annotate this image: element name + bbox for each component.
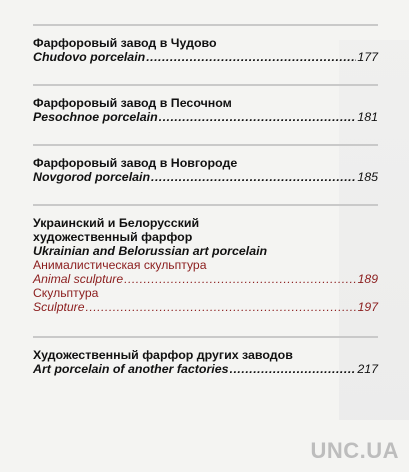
entry-title-en-row	[33, 110, 378, 124]
entry-title-ru: Фарфоровый завод в Песочном	[33, 96, 232, 110]
subentry-title-en-row	[33, 300, 378, 314]
toc-entry-ukrainian-belorussian	[33, 204, 378, 314]
dot-leader	[159, 110, 357, 124]
toc-entry-novgorod	[33, 144, 378, 184]
subentry-title-ru: Анималистическая скульптура	[33, 258, 207, 272]
dot-leader	[230, 362, 357, 376]
page-number: 177	[357, 50, 378, 64]
entry-title-en: Novgorod porcelain	[33, 170, 151, 184]
entry-title-en-row	[33, 362, 378, 376]
section-divider	[33, 336, 378, 338]
entry-title-ru: Художественный фарфор других заводов	[33, 348, 293, 362]
entry-title-ru: Фарфоровый завод в Чудово	[33, 36, 217, 50]
entry-title-en: Chudovo porcelain	[33, 50, 146, 64]
page-number: 217	[357, 362, 378, 376]
dot-leader	[151, 170, 356, 184]
entry-title-en: Art porcelain of another factories	[33, 362, 229, 376]
subentry-title-en-row	[33, 272, 378, 286]
toc-entry-chudovo	[33, 24, 378, 64]
page-number: 197	[357, 300, 378, 314]
toc-entry-pesochnoe	[33, 84, 378, 124]
page-number: 181	[357, 110, 378, 124]
entry-title-en-row	[33, 170, 378, 184]
section-divider	[33, 204, 378, 206]
watermark: UNC.UA	[310, 438, 399, 463]
section-divider	[33, 24, 378, 26]
toc-entry-other-factories	[33, 336, 378, 376]
section-divider	[33, 144, 378, 146]
entry-title-en-row	[33, 244, 378, 258]
dot-leader	[124, 272, 357, 286]
page-number: 185	[357, 170, 378, 184]
entry-title-en: Pesochnoe porcelain	[33, 110, 158, 124]
entry-title-ru-line1: Украинский и Белорусский	[33, 216, 200, 230]
entry-title-ru: Фарфоровый завод в Новгороде	[33, 156, 238, 170]
page-number: 189	[357, 272, 378, 286]
entry-title-en: Ukrainian and Belorussian art porcelain	[33, 244, 268, 258]
entry-title-en-row	[33, 50, 378, 64]
section-divider	[33, 84, 378, 86]
dot-leader	[86, 300, 357, 314]
entry-title-ru-line2: художественный фарфор	[33, 230, 193, 244]
subentry-title-ru: Скульптура	[33, 286, 99, 300]
table-of-contents	[33, 24, 378, 385]
subentry-title-en: Animal sculpture	[33, 272, 124, 286]
dot-leader	[146, 50, 356, 64]
subentry-title-en: Sculpture	[33, 300, 85, 314]
